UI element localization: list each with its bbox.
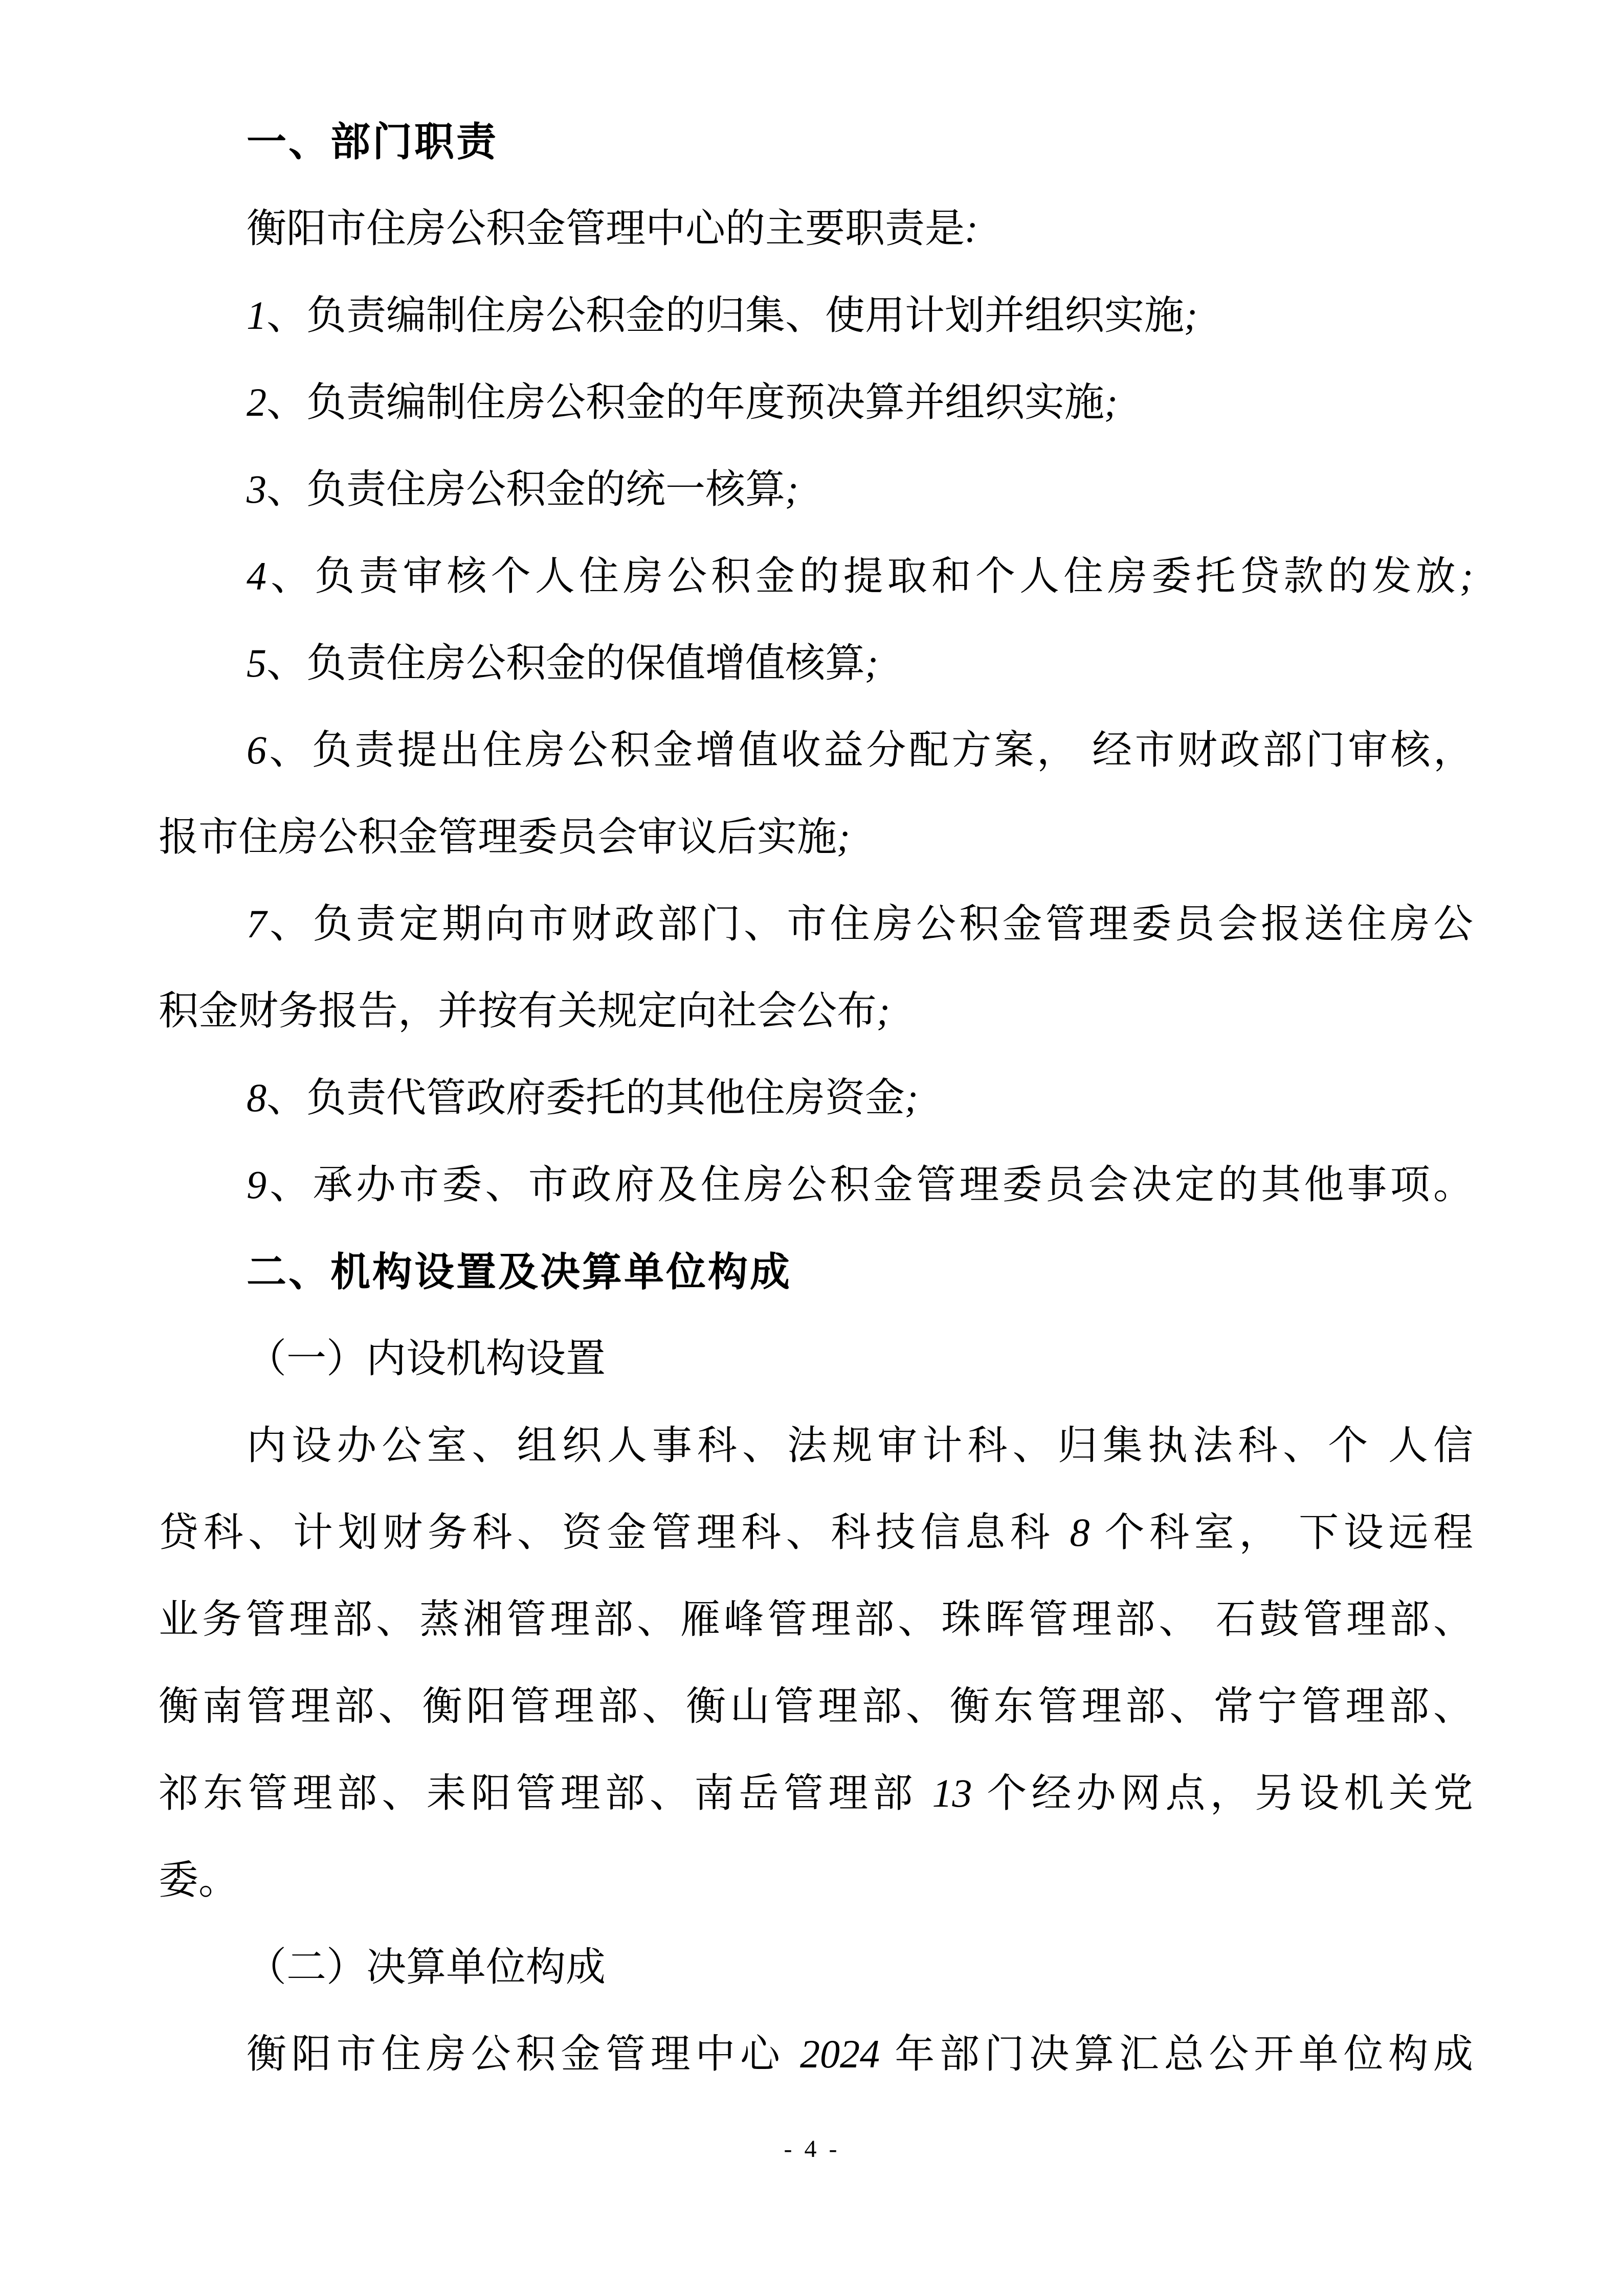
paragraph-line: 7、负责定期向市财政部门、市住房公积金管理委员会报送住房公: [247, 902, 1473, 946]
paragraph-line: 报市住房公积金管理委员会审议后实施;: [159, 815, 850, 859]
paragraph-line: 积金财务报告，并按有关规定向社会公布;: [159, 988, 890, 1033]
paragraph-line: （一）内设机构设置: [247, 1336, 606, 1381]
paragraph-line: 祁东管理部、耒阳管理部、南岳管理部 13 个经办网点，另设机关党: [159, 1771, 1473, 1815]
paragraph-line: 8、负责代管政府委托的其他住房资金;: [247, 1075, 918, 1120]
paragraph-line: 2、负责编制住房公积金的年度预决算并组织实施;: [247, 380, 1118, 424]
section-heading: 二、机构设置及决算单位构成: [247, 1249, 792, 1294]
paragraph-line: 6、负责提出住房公积金增值收益分配方案， 经市财政部门审核，: [247, 728, 1473, 772]
document-body: [159, 98, 1473, 2098]
paragraph-line: 4、负责审核个人住房公积金的提取和个人住房委托贷款的发放;: [247, 554, 1473, 598]
section-heading: 一、部门职责: [247, 119, 499, 164]
paragraph-line: 贷科、计划财务科、资金管理科、科技信息科 8 个科室， 下设远程: [159, 1510, 1473, 1555]
paragraph-line: 9、承办市委、市政府及住房公积金管理委员会决定的其他事项。: [247, 1162, 1473, 1207]
paragraph-line: 5、负责住房公积金的保值增值核算;: [247, 641, 878, 685]
paragraph-line: 衡南管理部、衡阳管理部、衡山管理部、衡东管理部、常宁管理部、: [159, 1684, 1473, 1728]
paragraph-line: 委。: [159, 1858, 239, 1902]
paragraph-line: 内设办公室、组织人事科、法规审计科、归集执法科、个 人信: [247, 1423, 1473, 1468]
paragraph-line: （二）决算单位构成: [247, 1945, 606, 1989]
page-number: - 4 -: [784, 2135, 840, 2163]
paragraph-line: 1、负责编制住房公积金的归集、使用计划并组织实施;: [247, 293, 1197, 337]
paragraph-line: 衡阳市住房公积金管理中心的主要职责是:: [247, 206, 978, 251]
paragraph-line: 3、负责住房公积金的统一核算;: [247, 467, 798, 511]
paragraph-line: 衡阳市住房公积金管理中心 2024 年部门决算汇总公开单位构成: [247, 2032, 1473, 2076]
paragraph-line: 业务管理部、蒸湘管理部、雁峰管理部、珠晖管理部、 石鼓管理部、: [159, 1597, 1473, 1641]
